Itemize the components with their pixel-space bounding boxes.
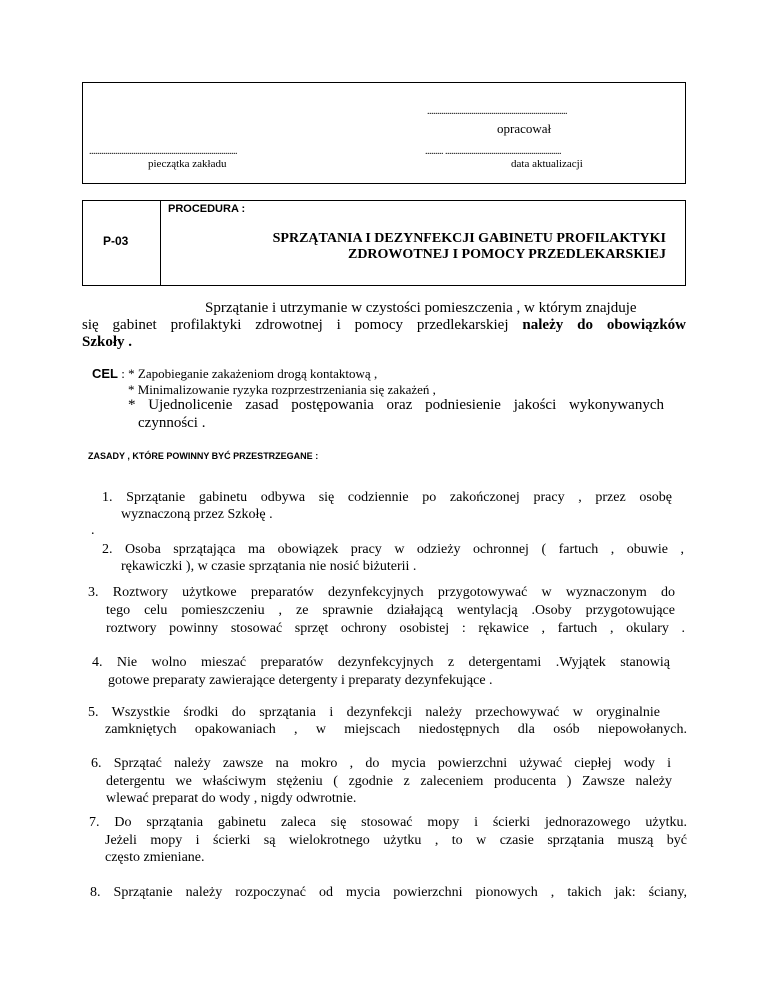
procedure-title-line1: SPRZĄTANIA I DEZYNFEKCJI GABINETU PROFILAKTYKI xyxy=(272,231,666,246)
stamp-dots: .......................................................................... xyxy=(89,146,237,157)
procedure-code: P-03 xyxy=(103,234,129,248)
rule-7-line3: często zmieniane. xyxy=(105,850,205,865)
rule-5-line2: zamkniętych opakowaniach , w miejscach niedostępnych dla osób niepowołanych. xyxy=(105,722,687,737)
rule-3-line3: roztwory powinny stosować sprzęt ochrony osobistej : rękawice , fartuch , okulary . xyxy=(106,621,685,636)
rule-2-line2: rękawiczki ), w czasie sprzątania nie nosić biżuterii . xyxy=(121,559,417,574)
cel-item-3: * Ujednolicenie zasad postępowania oraz podniesienie jakości wykonywanych xyxy=(128,397,664,413)
procedure-title-line2: ZDROWOTNEJ I POMOCY PRZEDLEKARSKIEJ xyxy=(347,247,666,262)
procedure-divider xyxy=(160,200,161,286)
rule-2-line1: 2. Osoba sprzątająca ma obowiązek pracy w odzieży ochronnej ( fartuch , obuwie , xyxy=(102,542,684,557)
rule-1-line1: 1. Sprzątanie gabinetu odbywa się codziennie po zakończonej pracy , przez osobę xyxy=(102,490,672,505)
cel-block xyxy=(92,366,377,382)
intro-line2-bold: należy do obowiązków xyxy=(522,317,687,333)
rule-7-line1: 7. Do sprzątania gabinetu zaleca się stosować mopy i ścierki jednorazowego użytku. xyxy=(89,815,687,830)
intro-line3-bold: Szkoły . xyxy=(82,334,133,350)
rule-5-line1: 5. Wszystkie środki do sprzątania i dezynfekcji należy przechowywać w oryginalnie xyxy=(88,705,660,720)
rule-dot: . xyxy=(91,523,95,538)
intro-line2-text: się gabinet profilaktyki zdrowotnej i pomocy przedlekarskiej xyxy=(82,317,509,333)
prepared-dots: ...................................................................... xyxy=(427,106,567,117)
zasady-heading: ZASADY , KTÓRE POWINNY BYĆ PRZESTRZEGANE : xyxy=(88,451,319,461)
cel-label: CEL xyxy=(92,366,118,381)
intro-line3 xyxy=(82,334,132,351)
rule-6-line3: wlewać preparat do wody , nigdy odwrotnie. xyxy=(106,791,357,806)
rule-6-line2: detergentu we właściwym stężeniu ( zgodnie z zaleceniem producenta ) Zawsze należy xyxy=(106,774,672,789)
cel-colon: : xyxy=(118,366,129,381)
rule-3-line2: tego celu pomieszczeniu , ze sprawnie działającą wentylacją .Osoby przygotowujące xyxy=(106,603,675,618)
rule-3-line1: 3. Roztwory użytkowe preparatów dezynfekcyjnych przygotowywać w wyznaczonym do xyxy=(88,585,675,600)
cel-item-1: * Zapobieganie zakażeniom drogą kontaktową , xyxy=(128,366,378,381)
date-label: data aktualizacji xyxy=(511,158,583,170)
intro-line2 xyxy=(82,317,686,334)
prepared-label: opracował xyxy=(497,121,552,136)
stamp-label: pieczątka zakładu xyxy=(148,158,227,170)
intro-line1: Sprzątanie i utrzymanie w czystości pomieszczenia , w którym znajduje xyxy=(205,300,637,316)
cel-item-4: czynności . xyxy=(138,415,206,431)
cel-item-2: * Minimalizowanie ryzyka rozprzestrzeniania się zakażeń , xyxy=(128,382,436,397)
rule-6-line1: 6. Sprzątać należy zawsze na mokro , do mycia powierzchni używać ciepłej wody i xyxy=(91,756,671,771)
rule-1-line2: wyznaczoną przez Szkołę . xyxy=(121,507,273,522)
date-dots: ......... .......................................................... xyxy=(425,146,561,157)
rule-4-line1: 4. Nie wolno mieszać preparatów dezynfekcyjnych z detergentami .Wyjątek stanowią xyxy=(92,655,670,670)
procedure-title xyxy=(170,231,666,263)
rule-8-line1: 8. Sprzątanie należy rozpoczynać od mycia powierzchni pionowych , takich jak: ściany, xyxy=(90,885,687,900)
rule-7-line2: Jeżeli mopy i ścierki są wielokrotnego użytku , to w czasie sprzątania muszą być xyxy=(105,833,687,848)
procedure-label: PROCEDURA : xyxy=(168,203,246,215)
rule-4-line2: gotowe preparaty zawierające detergenty i preparaty dezynfekujące . xyxy=(108,673,493,688)
